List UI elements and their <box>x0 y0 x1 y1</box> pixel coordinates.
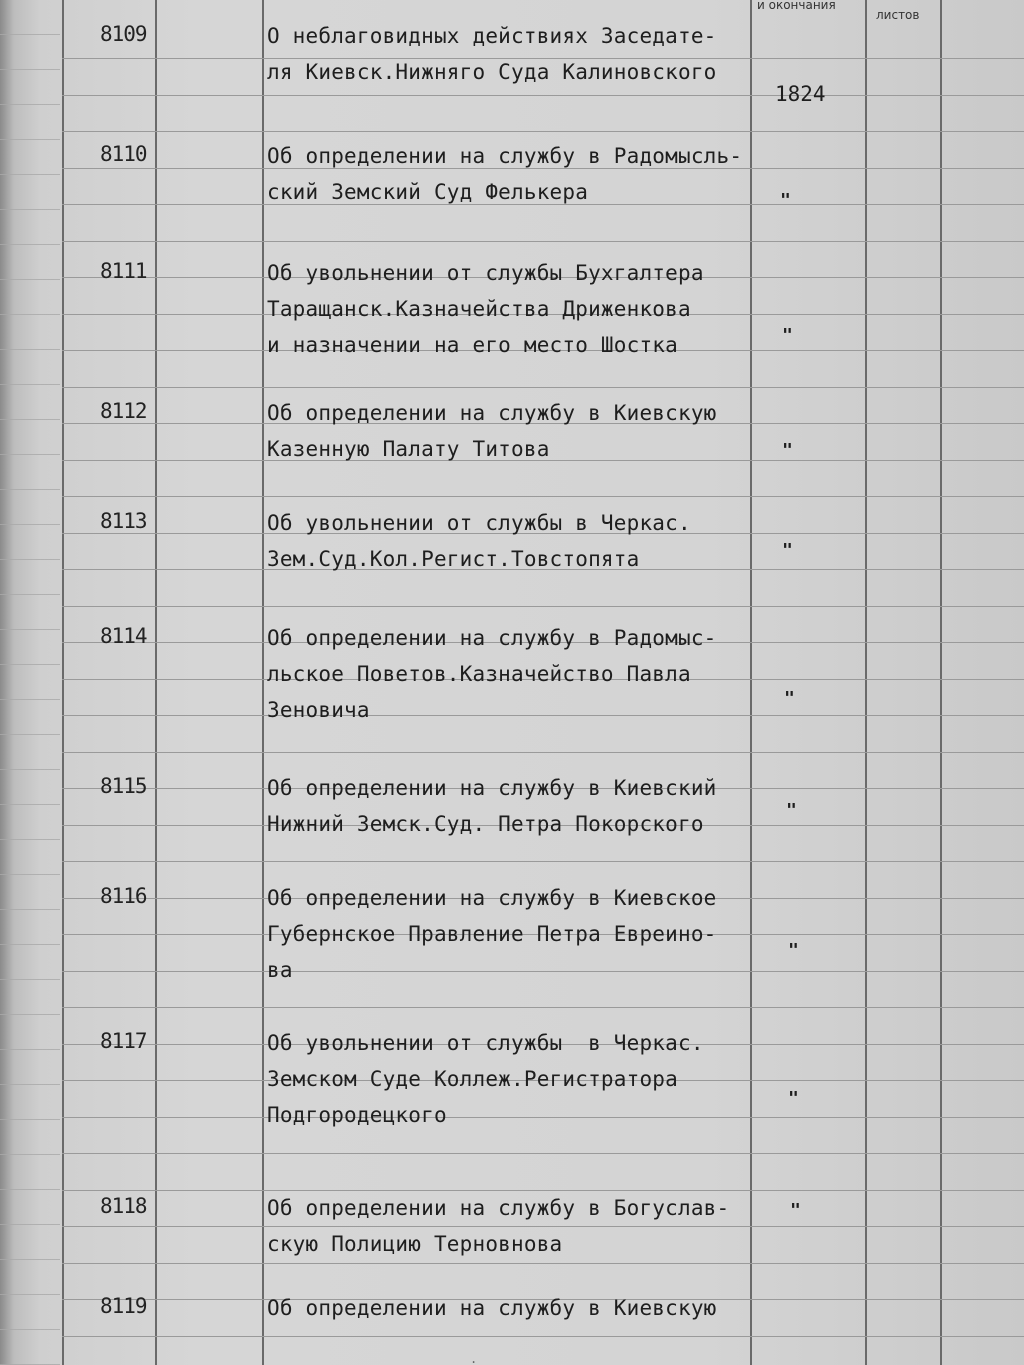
ruled-line <box>62 1117 1024 1118</box>
ruled-line <box>62 1336 1024 1337</box>
entry-text-line: Зеновича <box>267 698 370 722</box>
header-dates: и окончания <box>757 0 836 12</box>
entry-number: 8111 <box>100 259 147 283</box>
ruled-line <box>62 387 1024 388</box>
ruled-line <box>62 752 1024 753</box>
entry-text-line: Об определении на службу в Богуслав- <box>267 1196 730 1220</box>
entry-text-line: Нижний Земск.Суд. Петра Покорского <box>267 812 704 836</box>
entry-text-line: Об определении на службу в Киевскую <box>267 401 717 425</box>
entry-text-line: ля Киевск.Нижняго Суда Калиновского <box>267 60 717 84</box>
ruled-line <box>62 1263 1024 1264</box>
entry-text-line: Об увольнении от службы Бухгалтера <box>267 261 704 285</box>
entry-text-line: ва <box>267 958 293 982</box>
entry-number: 8114 <box>100 624 147 648</box>
ditto-mark: " <box>780 190 791 211</box>
entry-text-line: Таращанск.Казначейства Дриженкова <box>267 297 691 321</box>
entry-text-line: Об увольнении от службы в Черкас. <box>267 511 691 535</box>
ruled-line <box>62 241 1024 242</box>
entry-number: 8117 <box>100 1029 147 1053</box>
ditto-mark: " <box>782 540 793 561</box>
entry-number: 8119 <box>100 1294 147 1318</box>
ruled-line <box>62 95 1024 96</box>
entry-text-line: льское Поветов.Казначейство Павла <box>267 662 691 686</box>
ditto-mark: " <box>788 1088 799 1109</box>
ruled-line <box>62 971 1024 972</box>
ditto-mark: " <box>790 1200 801 1221</box>
entry-text-line: Об определении на службу в Радомысль- <box>267 144 743 168</box>
entry-number: 8112 <box>100 399 147 423</box>
entry-text-line: Об определении на службу в Киевское <box>267 886 717 910</box>
ruled-line <box>62 1007 1024 1008</box>
entry-text-line: Зем.Суд.Кол.Регист.Товстопята <box>267 547 640 571</box>
ruled-line <box>62 606 1024 607</box>
entry-text-line: и назначении на его место Шостка <box>267 333 678 357</box>
entry-text-line: О неблаговидных действиях Заседате- <box>267 24 717 48</box>
entry-text-line: Земском Суде Коллеж.Регистратора <box>267 1067 678 1091</box>
ruled-line <box>62 715 1024 716</box>
entry-number: 8109 <box>100 22 147 46</box>
entry-number: 8110 <box>100 142 147 166</box>
entry-number: 8113 <box>100 509 147 533</box>
entry-text-line: скую Полицию Терновнова <box>267 1232 563 1256</box>
entry-text-line: Казенную Палату Титова <box>267 437 550 461</box>
entry-text-line: Подгородецкого <box>267 1103 447 1127</box>
header-sheets: листов <box>876 8 920 22</box>
ditto-mark: " <box>786 800 797 821</box>
ditto-mark: " <box>782 440 793 461</box>
ruled-line <box>62 131 1024 132</box>
entry-text-line: Об определении на службу в Радомыс- <box>267 626 717 650</box>
entry-year: 1824 <box>775 82 826 106</box>
ditto-mark: " <box>788 940 799 961</box>
entry-text-line: Об увольнении от службы в Черкас. <box>267 1031 704 1055</box>
entry-number: 8116 <box>100 884 147 908</box>
ditto-mark: " <box>784 688 795 709</box>
entry-text-line: Об определении на службу в Киевский <box>267 776 717 800</box>
entry-number: 8118 <box>100 1194 147 1218</box>
entry-text-line: Об определении на службу в Киевскую <box>267 1296 717 1320</box>
ruled-line <box>62 496 1024 497</box>
ruled-line <box>62 861 1024 862</box>
binding-gutter <box>0 0 60 1365</box>
ditto-mark: " <box>782 325 793 346</box>
footer-stamp: . <box>470 1352 478 1365</box>
entry-number: 8115 <box>100 774 147 798</box>
entry-text-line: ский Земский Суд Фелькера <box>267 180 589 204</box>
entry-text-line: Губернское Правление Петра Евреино- <box>267 922 717 946</box>
ruled-line <box>62 1153 1024 1154</box>
